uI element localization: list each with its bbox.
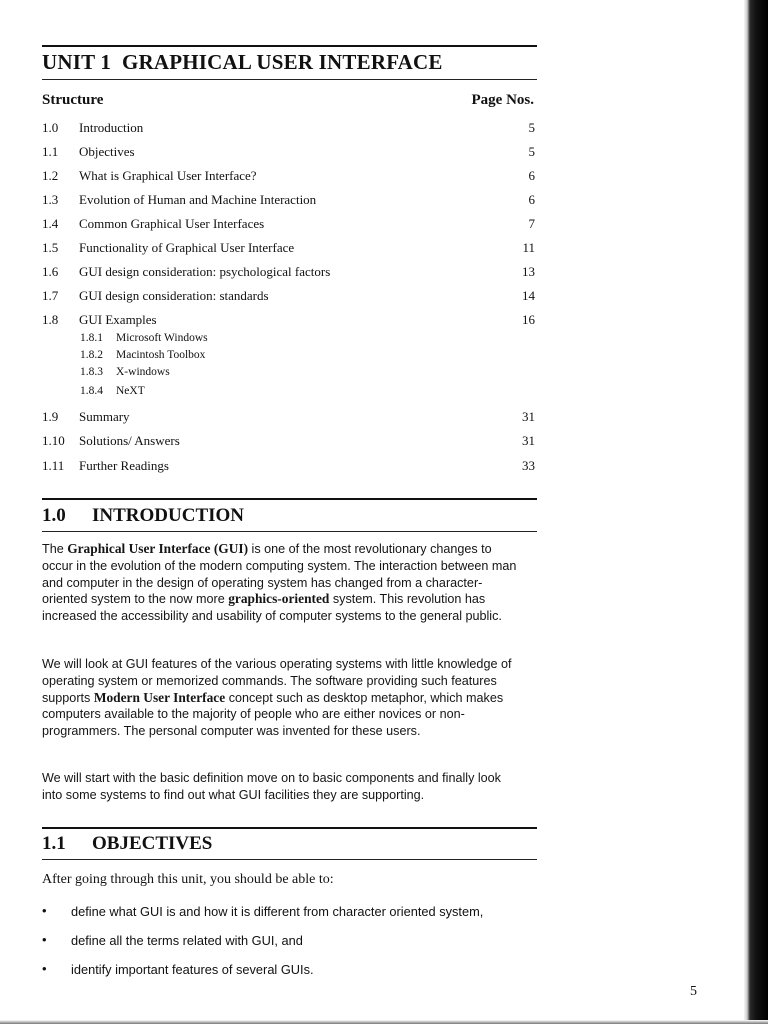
intro-top-rule [42,498,537,500]
toc-sub-title: Microsoft Windows [116,332,208,344]
toc-title: Common Graphical User Interfaces [79,216,265,231]
toc-entry [42,287,535,305]
toc-number: 1.10 [42,433,65,448]
bold-term: Graphical User Interface (GUI) [67,541,249,556]
toc-title: GUI Examples [79,312,157,327]
text-run: concept such as desktop metaphor, which makes computers available to the majority of people who are either novices or non-programmers. The personal computer was invented for these users. [42,690,504,739]
toc-sub-title: X-windows [116,366,170,378]
toc-page: 6 [528,192,535,207]
toc-page: 14 [522,288,535,303]
toc-page: 7 [528,216,535,231]
text-run: We will look at GUI features of the various operating systems with little knowledge of operating system or memorized commands. The software providing such features supports [42,657,512,705]
unit-bottom-rule [42,79,537,80]
section-number: 1.1 [42,833,66,854]
page-number: 5 [690,984,697,999]
toc-entry [42,263,535,281]
toc-title: Functionality of Graphical User Interface [79,240,295,255]
toc-sub-number: 1.8.3 [80,366,103,378]
toc-entry [42,311,535,329]
section-title: INTRODUCTION [92,505,245,526]
section-title: OBJECTIVES [92,833,213,854]
toc-page: 11 [522,240,535,255]
bullet-dot: • [42,961,47,976]
toc-number: 1.8 [42,312,59,327]
toc-subentry [80,364,170,380]
toc-entry [42,191,535,209]
objectives-bottom-rule [42,859,537,860]
toc-entry [42,143,535,161]
toc-entry [42,239,535,257]
toc-number: 1.5 [42,240,59,255]
toc-title: Evolution of Human and Machine Interaction [79,192,317,207]
page-nos-label: Page Nos. [471,92,534,108]
toc-page: 16 [522,312,535,327]
scan-edge-shadow [744,0,768,1024]
toc-title: GUI design consideration: psychological factors [79,264,331,279]
toc-subentry [80,383,145,399]
toc-sub-number: 1.8.2 [80,349,103,361]
toc-title: GUI design consideration: standards [79,288,269,303]
toc-number: 1.7 [42,288,59,303]
toc-subentry [80,347,205,363]
intro-paragraph-1 [42,541,520,625]
toc-number: 1.3 [42,192,59,207]
toc-subentry [80,330,208,346]
toc-sub-number: 1.8.4 [80,385,103,397]
structure-label: Structure [42,92,104,108]
section-heading-objectives [42,833,212,855]
toc-sub-number: 1.8.1 [80,332,103,344]
text-run: The [42,542,68,556]
toc-page: 13 [522,264,535,279]
toc-number: 1.6 [42,264,59,279]
toc-number: 1.0 [42,120,59,135]
toc-entry [42,432,535,450]
bullet-dot: • [42,903,47,918]
toc-title: Introduction [79,120,144,135]
toc-number: 1.2 [42,168,59,183]
intro-paragraph-3: We will start with the basic definition move on to basic components and finally look into some systems to find out what GUI facilities they are supporting. [42,771,501,802]
toc-title: What is Graphical User Interface? [79,168,257,183]
toc-entry [42,215,535,233]
toc-page: 31 [522,433,535,448]
list-item-text: define what GUI is and how it is different from character oriented system, [71,904,484,919]
toc-number: 1.9 [42,409,59,424]
toc-title: Summary [79,409,130,424]
bold-term: graphics-oriented [228,591,330,607]
toc-title: Objectives [79,144,135,159]
toc-page: 31 [522,409,535,424]
toc-sub-title: Macintosh Toolbox [116,349,206,361]
section-heading-introduction [42,505,244,527]
toc-page: 5 [528,120,535,135]
bold-term: Modern User Interface [93,689,226,705]
unit-top-rule [42,45,537,47]
toc-number: 1.4 [42,216,59,231]
unit-title: UNIT 1 GRAPHICAL USER INTERFACE [42,50,443,74]
toc-number: 1.1 [42,144,59,159]
text-run: system. This revolution has increased the accessibility and usability of computer systems to the general public. [42,592,502,624]
toc-entry [42,119,535,137]
toc-number: 1.11 [42,458,65,473]
list-item-text: identify important features of several GUIs. [71,962,314,977]
scan-bottom-edge [0,1020,768,1024]
intro-bottom-rule [42,531,537,532]
objectives-lead: After going through this unit, you should be able to: [42,872,334,887]
toc-title: Solutions/ Answers [79,433,180,448]
toc-page: 33 [522,458,535,473]
objectives-top-rule [42,827,537,829]
toc-page: 5 [528,144,535,159]
list-item-text: define all the terms related with GUI, and [71,933,303,948]
bullet-dot: • [42,932,47,947]
toc-entry [42,167,535,185]
toc-sub-title: NeXT [116,385,145,397]
toc-page: 6 [528,168,535,183]
toc-entry [42,408,535,426]
text-run: is one of the most revolutionary changes to occur in the evolution of the modern computing system. The interaction between man and computer in the design of operating system has changed from a character-oriented system to the now more [42,542,517,607]
intro-paragraph-2 [42,656,520,740]
section-number: 1.0 [42,505,66,526]
toc-entry [42,457,535,475]
toc-title: Further Readings [79,458,169,473]
